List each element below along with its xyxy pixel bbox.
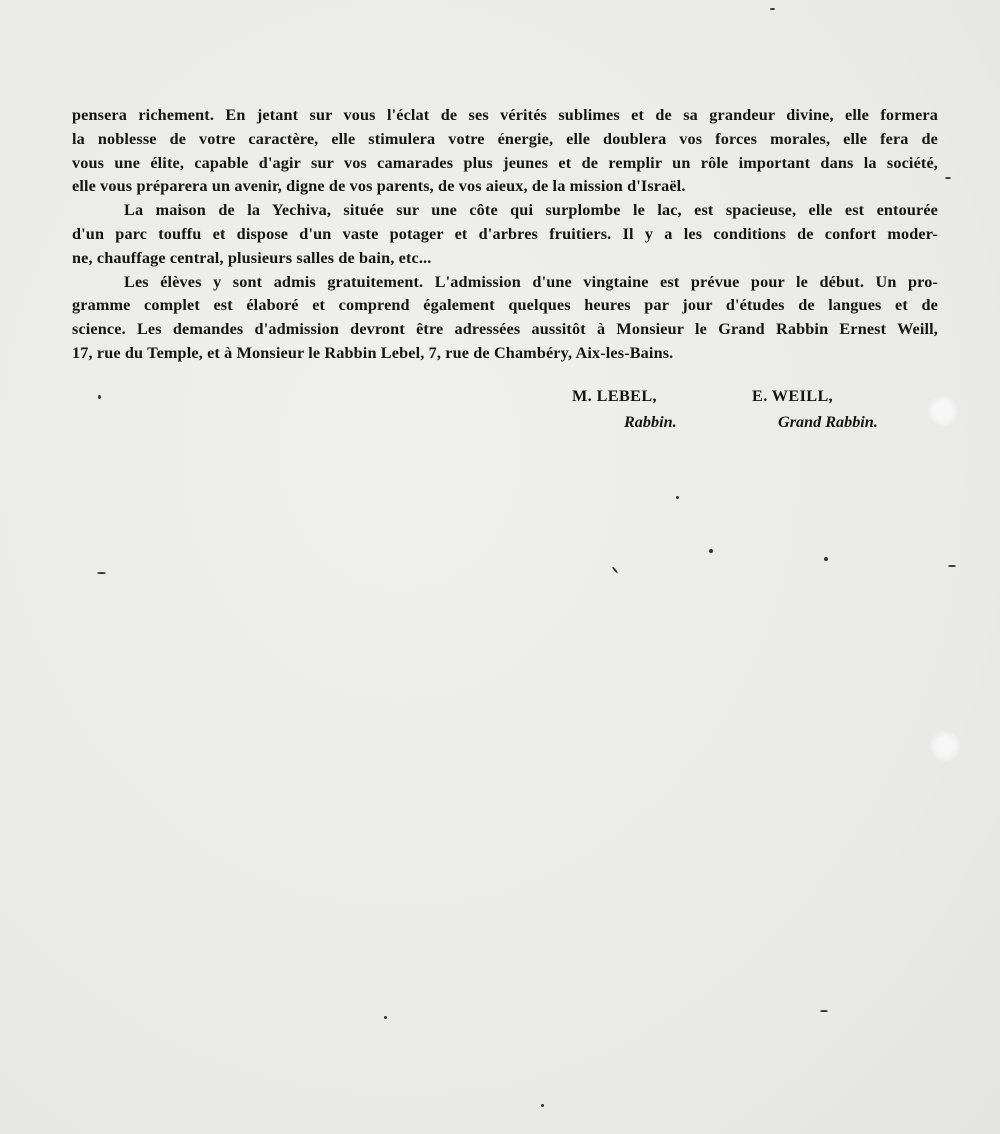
text-line: Les élèves y sont admis gratuitement. L'admission d'une vingtaine est prévue pour le début. Un pro- [124, 272, 938, 291]
dust-speck [541, 1104, 544, 1107]
text-line: pensera richement. En jetant sur vous l'éclat de ses vérités sublimes et de sa grandeur divine, elle formera [72, 106, 938, 124]
dust-speck [384, 1016, 387, 1019]
paragraph [72, 271, 938, 366]
text-line: 17, rue du Temple, et à Monsieur le Rabbin Lebel, 7, rue de Chambéry, Aix-les-Bains. [72, 343, 674, 362]
text-line: elle vous préparera un avenir, digne de vos parents, de vos aieux, de la mission d'Israël. [72, 177, 686, 196]
dust-speck [709, 549, 713, 553]
punch-hole [930, 731, 960, 761]
dust-speck [770, 8, 775, 10]
signature-weill [752, 383, 878, 435]
dust-speck [945, 177, 951, 179]
signature-title: Grand Rabbin. [778, 413, 878, 431]
text-line: ne, chauffage central, plusieurs salles de bain, etc... [72, 248, 432, 267]
text-line: gramme complet est élaboré et comprend également quelques heures par jour d'études de langues et de [72, 296, 938, 315]
letter-body [72, 104, 938, 366]
dust-speck [97, 572, 106, 574]
signature-lebel [572, 383, 677, 435]
dust-speck [676, 496, 679, 499]
paragraph [72, 104, 938, 199]
paragraph [72, 199, 938, 270]
text-line: d'un parc touffu et dispose d'un vaste potager et d'arbres fruitiers. Il y a les conditions de confort moder- [72, 224, 938, 243]
text-line: science. Les demandes d'admission devront être adressées aussitôt à Monsieur le Grand Rabbin Ernest Weill, [72, 320, 938, 339]
signature-title: Rabbin. [624, 413, 677, 431]
signature-name: M. LEBEL, [572, 387, 658, 405]
text-line: La maison de la Yechiva, située sur une côte qui surplombe le lac, est spacieuse, elle est entourée [124, 201, 938, 220]
text-line: vous une élite, capable d'agir sur vos camarades plus jeunes et de remplir un rôle important dans la société, [72, 153, 938, 172]
signature-name: E. WEILL, [752, 387, 834, 405]
dust-speck [824, 557, 828, 561]
dust-speck [612, 566, 619, 573]
text-line: la noblesse de votre caractère, elle stimulera votre énergie, elle doublera vos forces morales, elle fera de [72, 129, 938, 148]
dust-speck [820, 1010, 828, 1012]
dust-speck [948, 565, 956, 567]
dust-speck [98, 395, 101, 399]
punch-hole [928, 396, 958, 426]
